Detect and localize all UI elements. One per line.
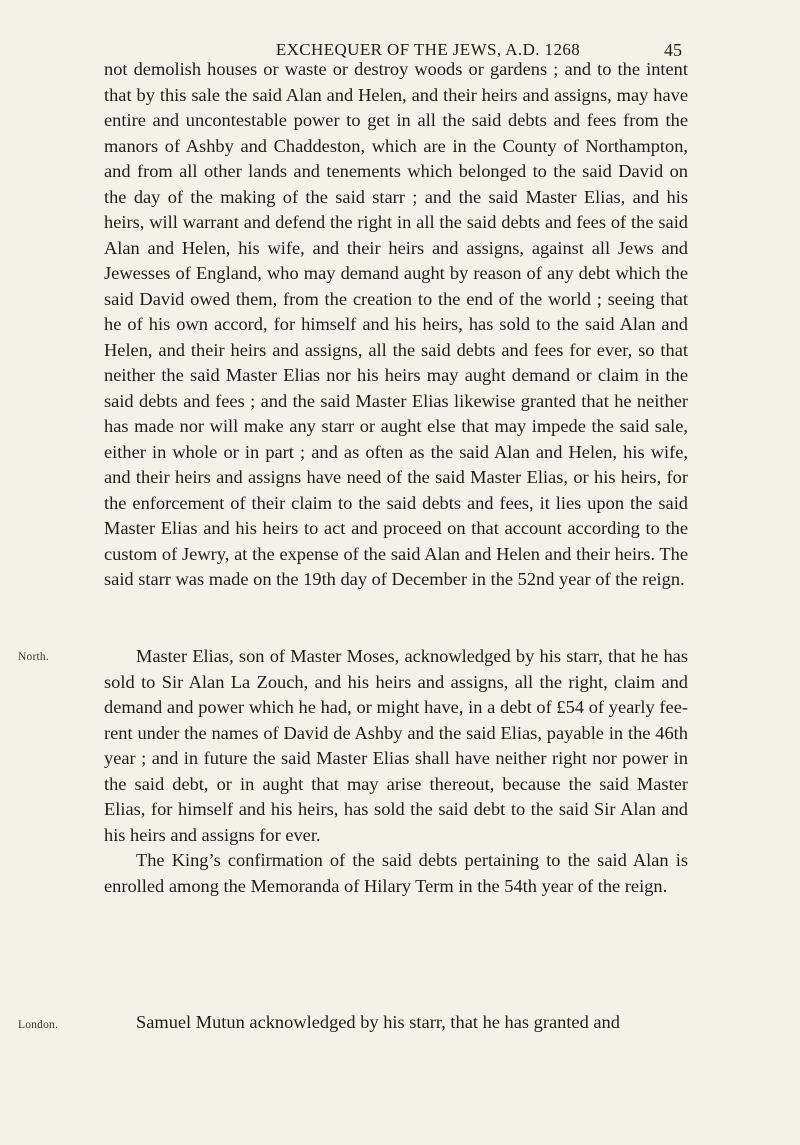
margin-note-north: North. <box>18 651 49 663</box>
paragraph-confirmation: The King’s confirmation of the said debts pertaining to the said Alan is enrolled among the Memoranda of Hilary Term in the 54th year of the reign. <box>104 850 688 896</box>
paragraph-north-entry: Master Elias, son of Master Moses, acknowledged by his starr, that he has sold to Sir Alan La Zouch, and his heirs and assigns, all the right, claim and demand and power which he had, or might have, in a debt of £54 of yearly fee-rent under the names of David de Ashby and the said Elias, payable in the 46th year ; and in future the said Master Elias shall have neither right nor power in the said debt, or in aught that may arise thereout, because the said Master Elias, for himself and his heirs, has sold the said debt to the said Sir Alan and his heirs and assigns for ever. <box>104 646 688 845</box>
text-block-north <box>104 644 688 899</box>
page-number: 45 <box>664 40 682 60</box>
running-title: EXCHEQUER OF THE JEWS, A.D. 1268 <box>275 40 581 59</box>
margin-note-london: London. <box>18 1019 59 1031</box>
paragraph-london-entry: Samuel Mutun acknowledged by his starr, that he has granted and <box>136 1012 620 1032</box>
paragraph-continuation: not demolish houses or waste or destroy woods or gardens ; and to the intent that by this sale the said Alan and Helen, and their heirs and assigns, may have entire and uncontestable power to get in all the said debts and fees from the manors of Ashby and Chaddeston, which are in the County of Northampton, and from all other lands and tenements which belonged to the said David on the day of the making of the said starr ; and the said Master Elias, and his heirs, will warrant and defend the right in all the said debts and fees of the said Alan and Helen, his wife, and their heirs and assigns, against all Jews and Jewesses of England, who may demand aught by reason of any debt which the said David owed them, from the creation to the end of the world ; seeing that he of his own accord, for himself and his heirs, has sold to the said Alan and Helen, and their heirs and assigns, all the said debts and fees for ever, so that neither the said Master Elias nor his heirs may aught demand or claim in the said debts and fees ; and the said Master Elias likewise granted that he neither has made nor will make any starr or aught else that may impede the said sale, either in whole or in part ; and as often as the said Alan and Helen, his wife, and their heirs and assigns have need of the said Master Elias, or his heirs, for the enforcement of their claim to the said debts and fees, it lies upon the said Master Elias and his heirs to act and proceed on that account according to the custom of Jewry, at the expense of the said Alan and Helen and their heirs. The said starr was made on the 19th day of December in the 52nd year of the reign. <box>104 59 688 589</box>
text-block-continuation <box>104 57 688 593</box>
text-block-london <box>104 1010 688 1036</box>
